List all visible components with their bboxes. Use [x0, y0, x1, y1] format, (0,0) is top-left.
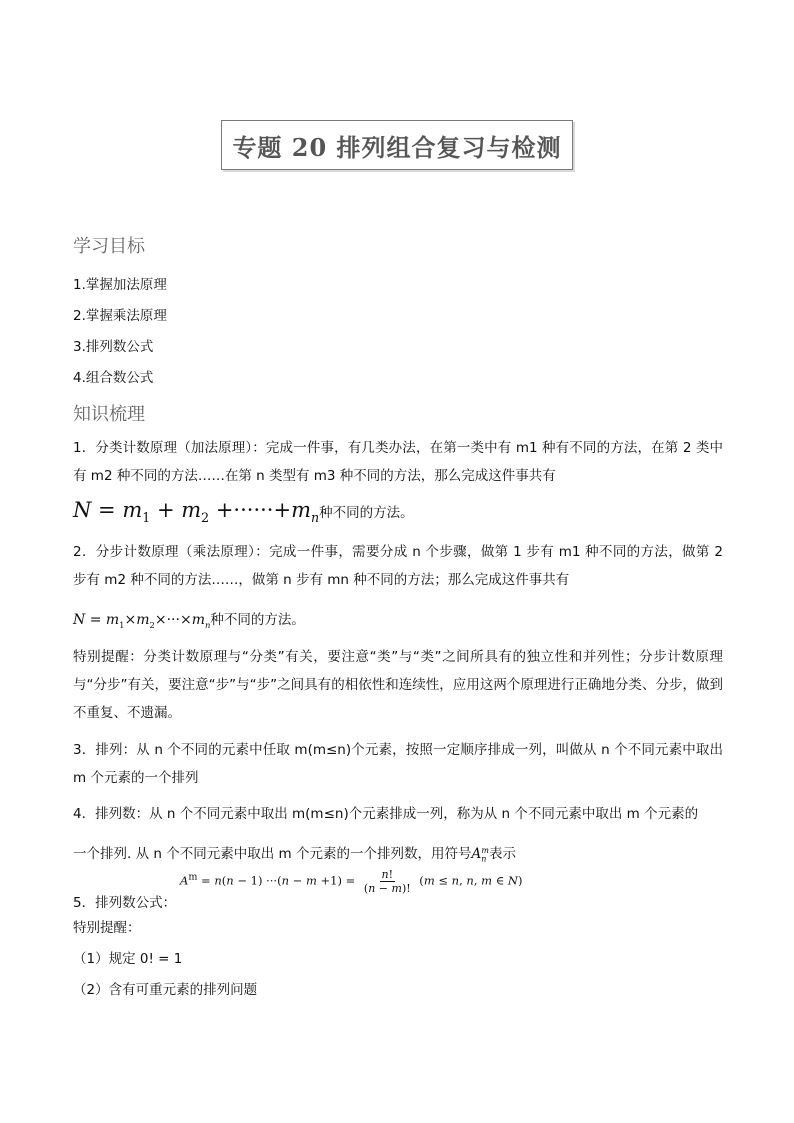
paragraph-permutation-number-line1: 4．排列数：从 n 个不同元素中取出 m(m≤n)个元素排成一列，称为从 n 个不同元素中取出 m 个元素的	[73, 806, 699, 822]
formula-multiplication-tail: 种不同的方法。	[210, 612, 305, 628]
formula-addition: $N = m_1 + m_2 +\cdot\cdot\cdot\cdot\cdot\cdot+m_n$种不同的方法。	[73, 498, 414, 526]
special-note-label: 特别提醒：	[73, 920, 141, 936]
paragraph-addition-principle: 1．分类计数原理（加法原理）：完成一件事，有几类办法，在第一类中有 m1 种有不同的方法，在第 2 类中有 m2 种不同的方法……在第 n 类型有 m3 种不同的方法，那么完成这件事共有	[73, 440, 723, 484]
paragraph-permutation-number-line2	[73, 842, 516, 864]
note-item-2: （2）含有可重元素的排列问题	[73, 982, 258, 998]
page-title: 专题 20 排列组合复习与检测	[232, 132, 562, 162]
formula-multiplication: $N = m_1\times m_2\times\cdot\cdot\cdot\times m_n$种不同的方法。	[73, 612, 305, 630]
title-box	[221, 120, 573, 170]
goal-item-3: 3.排列数公式	[73, 339, 154, 355]
section-heading-goals: 学习目标	[73, 236, 145, 257]
permutation-number-text: 一个排列. 从 n 个不同元素中取出 m 个元素的一个排列数，用符号	[73, 846, 472, 862]
formula-addition-tail: 种不同的方法。	[319, 505, 414, 521]
goal-item-2: 2.掌握乘法原理	[73, 308, 167, 324]
paragraph-permutation: 3．排列：从 n 个不同的元素中任取 m(m≤n)个元素，按照一定顺序排成一列，叫做从 n 个不同元素中取出 m 个元素的一个排列	[73, 742, 723, 786]
goal-item-1: 1.掌握加法原理	[73, 277, 167, 293]
note-item-1: （1）规定 0! = 1	[73, 951, 183, 967]
permutation-number-tail: 表示	[488, 846, 516, 862]
section-heading-knowledge: 知识梳理	[73, 404, 145, 425]
permutation-formula: $A^m = n(n - 1) \cdot\cdot\cdot(n - m +1)$ = $\frac{n!}{(n - m)!}$ (m ≤ n, n, m ∈ N)	[180, 868, 523, 895]
permutation-symbol: $A_n^m$	[471, 845, 489, 864]
paragraph-special-note: 特别提醒：分类计数原理与“分类”有关，要注意“类”与“类”之间所具有的独立性和并列性；分步计数原理与“分步”有关，要注意“步”与“步”之间具有的相依性和连续性，应用这两个原理进行正确地分类、分步，做到不重复、不遗漏。	[73, 649, 723, 721]
paragraph-multiplication-principle: 2．分步计数原理（乘法原理）：完成一件事，需要分成 n 个步骤，做第 1 步有 m1 种不同的方法，做第 2 步有 m2 种不同的方法……，做第 n 步有 mn 种不同的方法；那么完成这件事共有	[73, 544, 723, 588]
permutation-formula-label: 5．排列数公式：	[73, 895, 177, 911]
goal-item-4: 4.组合数公式	[73, 370, 154, 386]
